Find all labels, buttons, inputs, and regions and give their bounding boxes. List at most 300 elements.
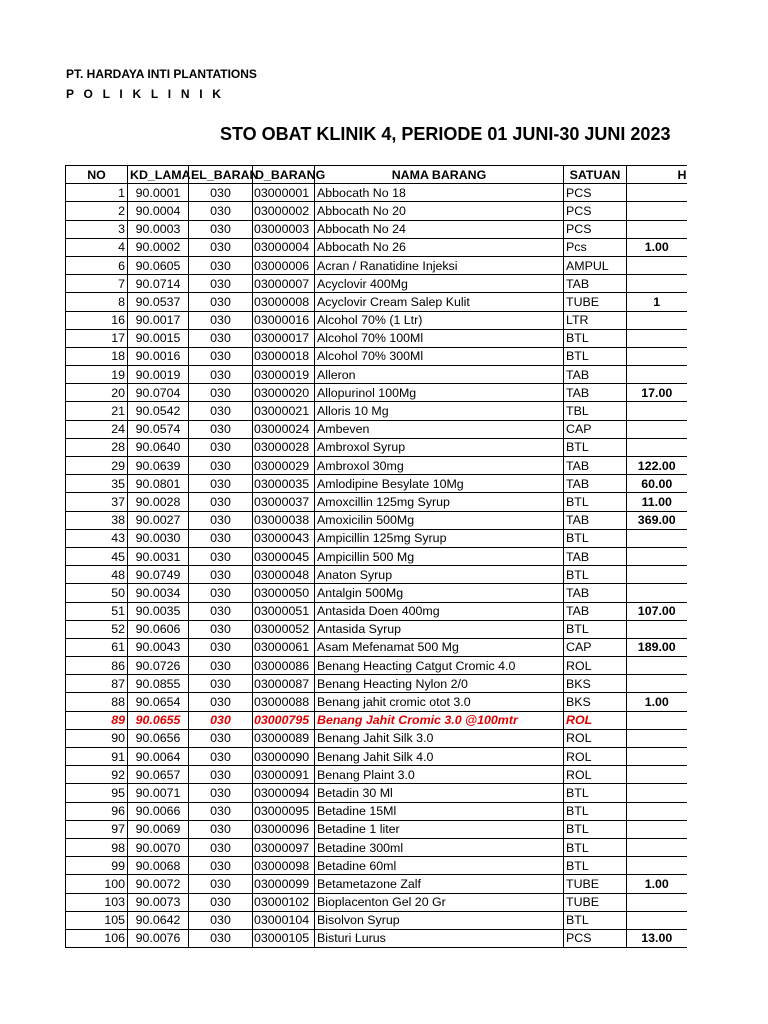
table-row (66, 329, 687, 347)
header-nama-barang: NAMA BARANG (315, 166, 564, 184)
cell-no: 98 (66, 838, 128, 856)
cell-kd-lama: 90.0072 (128, 875, 189, 893)
cell-no: 95 (66, 784, 128, 802)
cell-h (627, 275, 687, 293)
header-no: NO (66, 166, 128, 184)
cell-kel-barang: 030 (189, 729, 253, 747)
cell-h: 107.00 (627, 602, 687, 620)
cell-no: 18 (66, 347, 128, 365)
table-row (66, 820, 687, 838)
cell-kel-barang: 030 (189, 766, 253, 784)
cell-kel-barang: 030 (189, 457, 253, 475)
cell-kd-lama: 90.0034 (128, 584, 189, 602)
cell-kd-barang: 03000006 (253, 256, 315, 274)
cell-nama-barang: Acyclovir Cream Salep Kulit (315, 293, 564, 311)
cell-no: 7 (66, 275, 128, 293)
cell-no: 16 (66, 311, 128, 329)
cell-satuan: BTL (564, 438, 627, 456)
cell-nama-barang: Betadin 30 Ml (315, 784, 564, 802)
cell-kel-barang: 030 (189, 275, 253, 293)
cell-kd-lama: 90.0537 (128, 293, 189, 311)
cell-kd-lama: 90.0027 (128, 511, 189, 529)
cell-kel-barang: 030 (189, 220, 253, 238)
cell-kd-lama: 90.0071 (128, 784, 189, 802)
cell-satuan: BTL (564, 911, 627, 929)
cell-no: 97 (66, 820, 128, 838)
cell-kd-lama: 90.0639 (128, 457, 189, 475)
cell-kd-lama: 90.0031 (128, 547, 189, 565)
cell-kel-barang: 030 (189, 384, 253, 402)
cell-kd-barang: 03000091 (253, 766, 315, 784)
cell-kd-lama: 90.0542 (128, 402, 189, 420)
cell-kd-barang: 03000007 (253, 275, 315, 293)
cell-kel-barang: 030 (189, 347, 253, 365)
table-row (66, 784, 687, 802)
cell-satuan: BTL (564, 493, 627, 511)
cell-satuan: TUBE (564, 875, 627, 893)
cell-kd-barang: 03000029 (253, 457, 315, 475)
cell-h: 11.00 (627, 493, 687, 511)
cell-satuan: BTL (564, 802, 627, 820)
cell-kd-barang: 03000104 (253, 911, 315, 929)
cell-kd-barang: 03000002 (253, 202, 315, 220)
cell-kd-lama: 90.0654 (128, 693, 189, 711)
cell-kel-barang: 030 (189, 366, 253, 384)
cell-satuan: TAB (564, 602, 627, 620)
cell-no: 21 (66, 402, 128, 420)
cell-satuan: PCS (564, 220, 627, 238)
cell-kel-barang: 030 (189, 566, 253, 584)
cell-kel-barang: 030 (189, 675, 253, 693)
cell-satuan: BTL (564, 820, 627, 838)
table-row (66, 729, 687, 747)
cell-kd-barang: 03000048 (253, 566, 315, 584)
cell-kd-barang: 03000088 (253, 693, 315, 711)
cell-kel-barang: 030 (189, 420, 253, 438)
cell-kel-barang: 030 (189, 602, 253, 620)
cell-kd-barang: 03000061 (253, 638, 315, 656)
table-row (66, 220, 687, 238)
table-row (66, 875, 687, 893)
cell-kel-barang: 030 (189, 911, 253, 929)
cell-satuan: BTL (564, 329, 627, 347)
table-row (66, 202, 687, 220)
cell-nama-barang: Benang Heacting Catgut Cromic 4.0 (315, 657, 564, 675)
cell-h (627, 711, 687, 729)
cell-satuan: BTL (564, 857, 627, 875)
cell-nama-barang: Amoxicilin 500Mg (315, 511, 564, 529)
cell-no: 92 (66, 766, 128, 784)
cell-no: 105 (66, 911, 128, 929)
cell-h (627, 620, 687, 638)
cell-no: 86 (66, 657, 128, 675)
cell-h (627, 857, 687, 875)
cell-satuan: TAB (564, 511, 627, 529)
cell-no: 1 (66, 184, 128, 202)
cell-kd-barang: 03000105 (253, 929, 315, 947)
cell-kd-lama: 90.0749 (128, 566, 189, 584)
cell-kd-lama: 90.0076 (128, 929, 189, 947)
cell-kd-lama: 90.0642 (128, 911, 189, 929)
cell-no: 20 (66, 384, 128, 402)
cell-h: 13.00 (627, 929, 687, 947)
cell-no: 28 (66, 438, 128, 456)
cell-nama-barang: Benang Jahit Silk 4.0 (315, 748, 564, 766)
cell-kel-barang: 030 (189, 693, 253, 711)
cell-kd-barang: 03000003 (253, 220, 315, 238)
cell-kd-lama: 90.0726 (128, 657, 189, 675)
cell-nama-barang: Amlodipine Besylate 10Mg (315, 475, 564, 493)
table-row (66, 657, 687, 675)
cell-kd-barang: 03000099 (253, 875, 315, 893)
cell-h (627, 729, 687, 747)
table-row (66, 802, 687, 820)
cell-h (627, 784, 687, 802)
cell-no: 35 (66, 475, 128, 493)
cell-nama-barang: Abbocath No 24 (315, 220, 564, 238)
table-row (66, 857, 687, 875)
cell-kd-lama: 90.0640 (128, 438, 189, 456)
cell-h (627, 547, 687, 565)
cell-satuan: PCS (564, 202, 627, 220)
cell-no: 4 (66, 238, 128, 256)
cell-satuan: ROL (564, 766, 627, 784)
cell-no: 2 (66, 202, 128, 220)
cell-kd-barang: 03000001 (253, 184, 315, 202)
cell-kel-barang: 030 (189, 529, 253, 547)
cell-kel-barang: 030 (189, 184, 253, 202)
table-row (66, 511, 687, 529)
cell-h (627, 202, 687, 220)
cell-nama-barang: Alcohol 70% 300Ml (315, 347, 564, 365)
cell-no: 90 (66, 729, 128, 747)
cell-h (627, 820, 687, 838)
cell-satuan: BTL (564, 838, 627, 856)
cell-h (627, 911, 687, 929)
table-row (66, 929, 687, 947)
cell-nama-barang: Benang Heacting Nylon 2/0 (315, 675, 564, 693)
cell-kd-barang: 03000016 (253, 311, 315, 329)
cell-kel-barang: 030 (189, 584, 253, 602)
cell-nama-barang: Betadine 300ml (315, 838, 564, 856)
cell-h (627, 748, 687, 766)
cell-h (627, 329, 687, 347)
cell-kd-barang: 03000052 (253, 620, 315, 638)
cell-kd-lama: 90.0656 (128, 729, 189, 747)
cell-kd-lama: 90.0003 (128, 220, 189, 238)
cell-h (627, 438, 687, 456)
cell-no: 50 (66, 584, 128, 602)
cell-kd-lama: 90.0030 (128, 529, 189, 547)
table-row (66, 457, 687, 475)
cell-h (627, 802, 687, 820)
cell-kd-barang: 03000017 (253, 329, 315, 347)
cell-nama-barang: Anaton Syrup (315, 566, 564, 584)
cell-no: 103 (66, 893, 128, 911)
cell-h (627, 184, 687, 202)
cell-kel-barang: 030 (189, 875, 253, 893)
table-row (66, 584, 687, 602)
cell-nama-barang: Benang Jahit Silk 3.0 (315, 729, 564, 747)
cell-satuan: ROL (564, 748, 627, 766)
cell-satuan: PCS (564, 929, 627, 947)
cell-kd-barang: 03000096 (253, 820, 315, 838)
cell-kel-barang: 030 (189, 802, 253, 820)
cell-kel-barang: 030 (189, 784, 253, 802)
cell-nama-barang: Benang Jahit Cromic 3.0 @100mtr (315, 711, 564, 729)
cell-no: 52 (66, 620, 128, 638)
cell-no: 87 (66, 675, 128, 693)
cell-satuan: Pcs (564, 238, 627, 256)
cell-nama-barang: Ambroxol 30mg (315, 457, 564, 475)
cell-no: 100 (66, 875, 128, 893)
cell-kel-barang: 030 (189, 402, 253, 420)
cell-satuan: BTL (564, 784, 627, 802)
table-row (66, 347, 687, 365)
cell-kd-lama: 90.0015 (128, 329, 189, 347)
cell-kd-lama: 90.0855 (128, 675, 189, 693)
cell-kd-lama: 90.0704 (128, 384, 189, 402)
cell-kd-lama: 90.0043 (128, 638, 189, 656)
cell-h (627, 220, 687, 238)
cell-nama-barang: Ampicillin 500 Mg (315, 547, 564, 565)
cell-no: 96 (66, 802, 128, 820)
cell-kd-barang: 03000051 (253, 602, 315, 620)
table-row (66, 256, 687, 274)
cell-no: 8 (66, 293, 128, 311)
cell-h (627, 838, 687, 856)
cell-kd-lama: 90.0028 (128, 493, 189, 511)
cell-kd-barang: 03000050 (253, 584, 315, 602)
cell-satuan: TAB (564, 547, 627, 565)
cell-kd-barang: 03000019 (253, 366, 315, 384)
cell-no: 6 (66, 256, 128, 274)
cell-nama-barang: Alleron (315, 366, 564, 384)
cell-satuan: TAB (564, 275, 627, 293)
cell-nama-barang: Ambroxol Syrup (315, 438, 564, 456)
cell-satuan: BKS (564, 675, 627, 693)
cell-kd-barang: 03000035 (253, 475, 315, 493)
cell-kel-barang: 030 (189, 838, 253, 856)
cell-kd-lama: 90.0064 (128, 748, 189, 766)
table-row (66, 184, 687, 202)
cell-satuan: BKS (564, 693, 627, 711)
header-kd-barang: D_BARANG (253, 166, 315, 184)
cell-satuan: BTL (564, 529, 627, 547)
table-row (66, 438, 687, 456)
cell-h (627, 311, 687, 329)
cell-satuan: PCS (564, 184, 627, 202)
cell-h (627, 566, 687, 584)
stock-table (65, 165, 687, 948)
cell-kd-lama: 90.0069 (128, 820, 189, 838)
cell-satuan: TAB (564, 584, 627, 602)
cell-kel-barang: 030 (189, 748, 253, 766)
cell-satuan: TAB (564, 475, 627, 493)
cell-kd-barang: 03000020 (253, 384, 315, 402)
cell-satuan: ROL (564, 729, 627, 747)
cell-nama-barang: Alloris 10 Mg (315, 402, 564, 420)
cell-no: 88 (66, 693, 128, 711)
cell-satuan: TUBE (564, 293, 627, 311)
cell-nama-barang: Antasida Syrup (315, 620, 564, 638)
cell-kd-lama: 90.0016 (128, 347, 189, 365)
cell-nama-barang: Benang jahit cromic otot 3.0 (315, 693, 564, 711)
cell-kd-barang: 03000018 (253, 347, 315, 365)
cell-satuan: CAP (564, 638, 627, 656)
cell-h (627, 256, 687, 274)
cell-no: 3 (66, 220, 128, 238)
table-row (66, 238, 687, 256)
table-row (66, 529, 687, 547)
cell-kd-barang: 03000102 (253, 893, 315, 911)
cell-no: 106 (66, 929, 128, 947)
table-row (66, 838, 687, 856)
header-kd-lama: KD_LAMA (128, 166, 189, 184)
cell-kd-barang: 03000089 (253, 729, 315, 747)
cell-no: 45 (66, 547, 128, 565)
cell-kel-barang: 030 (189, 893, 253, 911)
cell-h: 1 (627, 293, 687, 311)
cell-no: 38 (66, 511, 128, 529)
cell-kd-lama: 90.0073 (128, 893, 189, 911)
cell-h: 369.00 (627, 511, 687, 529)
department-name: P O L I K L I N I K (66, 87, 225, 101)
table-row (66, 893, 687, 911)
cell-nama-barang: Abbocath No 18 (315, 184, 564, 202)
cell-kd-lama: 90.0714 (128, 275, 189, 293)
cell-kd-barang: 03000090 (253, 748, 315, 766)
cell-kd-lama: 90.0574 (128, 420, 189, 438)
cell-nama-barang: Acran / Ranatidine Injeksi (315, 256, 564, 274)
cell-nama-barang: Bisturi Lurus (315, 929, 564, 947)
cell-kel-barang: 030 (189, 493, 253, 511)
cell-kd-lama: 90.0017 (128, 311, 189, 329)
cell-no: 99 (66, 857, 128, 875)
table-row (66, 911, 687, 929)
table-row (66, 311, 687, 329)
cell-kel-barang: 030 (189, 293, 253, 311)
cell-nama-barang: Betadine 1 liter (315, 820, 564, 838)
cell-kel-barang: 030 (189, 438, 253, 456)
table-row (66, 693, 687, 711)
cell-h: 1.00 (627, 875, 687, 893)
cell-nama-barang: Alcohol 70% (1 Ltr) (315, 311, 564, 329)
cell-h: 1.00 (627, 238, 687, 256)
cell-kd-lama: 90.0035 (128, 602, 189, 620)
cell-h (627, 584, 687, 602)
cell-no: 29 (66, 457, 128, 475)
cell-nama-barang: Betametazone Zalf (315, 875, 564, 893)
cell-no: 17 (66, 329, 128, 347)
table-row (66, 420, 687, 438)
cell-nama-barang: Ampicillin 125mg Syrup (315, 529, 564, 547)
cell-satuan: ROL (564, 711, 627, 729)
cell-kd-lama: 90.0068 (128, 857, 189, 875)
cell-nama-barang: Abbocath No 26 (315, 238, 564, 256)
cell-h (627, 657, 687, 675)
cell-kel-barang: 030 (189, 638, 253, 656)
table-row (66, 766, 687, 784)
cell-kel-barang: 030 (189, 256, 253, 274)
header-satuan: SATUAN (564, 166, 627, 184)
cell-nama-barang: Antalgin 500Mg (315, 584, 564, 602)
cell-no: 89 (66, 711, 128, 729)
cell-kd-barang: 03000037 (253, 493, 315, 511)
cell-kd-lama: 90.0070 (128, 838, 189, 856)
header-h: H (627, 166, 687, 184)
table-row (66, 493, 687, 511)
cell-h (627, 529, 687, 547)
table-row (66, 675, 687, 693)
cell-h: 60.00 (627, 475, 687, 493)
table-row (66, 293, 687, 311)
table-row (66, 402, 687, 420)
cell-kd-lama: 90.0606 (128, 620, 189, 638)
cell-nama-barang: Antasida Doen 400mg (315, 602, 564, 620)
cell-h: 1.00 (627, 693, 687, 711)
cell-kel-barang: 030 (189, 547, 253, 565)
cell-kel-barang: 030 (189, 857, 253, 875)
cell-kd-barang: 03000098 (253, 857, 315, 875)
cell-no: 48 (66, 566, 128, 584)
cell-no: 24 (66, 420, 128, 438)
header-kel-barang: EL_BARAN (189, 166, 253, 184)
cell-no: 37 (66, 493, 128, 511)
cell-nama-barang: Betadine 15Ml (315, 802, 564, 820)
cell-kd-barang: 03000024 (253, 420, 315, 438)
cell-h: 189.00 (627, 638, 687, 656)
cell-h (627, 366, 687, 384)
table-body (66, 184, 687, 948)
table-row (66, 475, 687, 493)
cell-nama-barang: Bioplacenton Gel 20 Gr (315, 893, 564, 911)
cell-kel-barang: 030 (189, 202, 253, 220)
cell-kd-barang: 03000028 (253, 438, 315, 456)
cell-nama-barang: Abbocath No 20 (315, 202, 564, 220)
cell-kel-barang: 030 (189, 620, 253, 638)
cell-satuan: TBL (564, 402, 627, 420)
table-row (66, 275, 687, 293)
cell-kel-barang: 030 (189, 820, 253, 838)
cell-kel-barang: 030 (189, 475, 253, 493)
table-row (66, 547, 687, 565)
cell-no: 91 (66, 748, 128, 766)
cell-h (627, 402, 687, 420)
cell-kd-lama: 90.0066 (128, 802, 189, 820)
cell-kd-barang: 03000086 (253, 657, 315, 675)
cell-kel-barang: 030 (189, 657, 253, 675)
cell-h (627, 766, 687, 784)
table-row (66, 638, 687, 656)
cell-kd-barang: 03000097 (253, 838, 315, 856)
cell-kd-barang: 03000021 (253, 402, 315, 420)
cell-nama-barang: Ambeven (315, 420, 564, 438)
cell-nama-barang: Amoxcillin 125mg Syrup (315, 493, 564, 511)
cell-kd-barang: 03000095 (253, 802, 315, 820)
cell-h (627, 420, 687, 438)
table-row (66, 748, 687, 766)
cell-satuan: CAP (564, 420, 627, 438)
company-name: PT. HARDAYA INTI PLANTATIONS (66, 67, 257, 81)
cell-nama-barang: Allopurinol 100Mg (315, 384, 564, 402)
cell-h: 17.00 (627, 384, 687, 402)
cell-kel-barang: 030 (189, 329, 253, 347)
table-header-row (66, 166, 687, 184)
cell-kd-barang: 03000087 (253, 675, 315, 693)
cell-kel-barang: 030 (189, 238, 253, 256)
cell-nama-barang: Alcohol 70% 100Ml (315, 329, 564, 347)
